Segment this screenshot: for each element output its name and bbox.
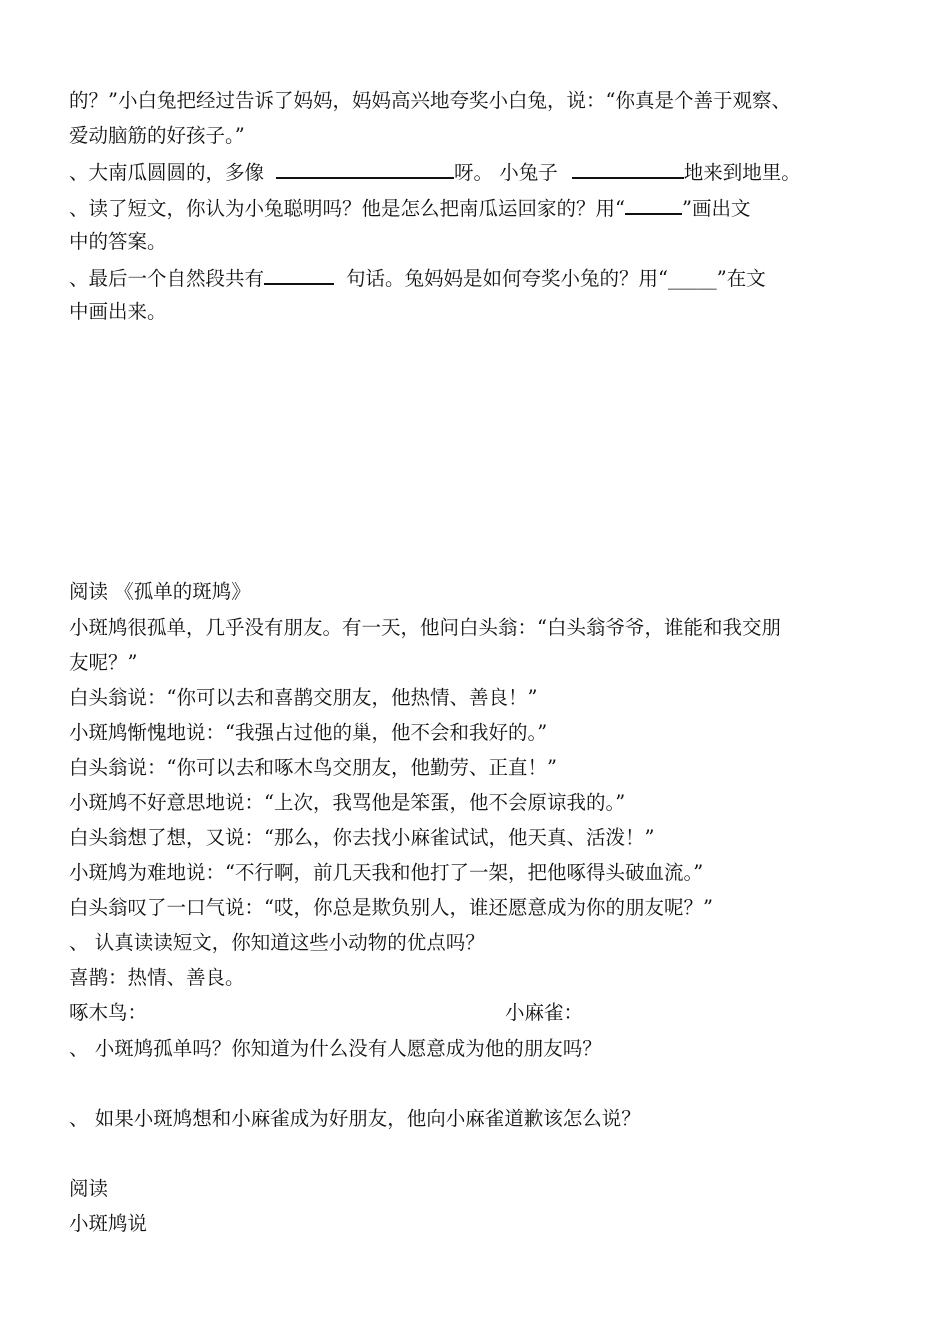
story-line: 小斑鸠不好意思地说：“上次，我骂他是笨蛋，他不会原谅我的。” xyxy=(69,791,626,814)
answer-blank[interactable] xyxy=(264,265,334,285)
question-3-cont: 中画出来。 xyxy=(69,300,167,323)
reading-heading: 阅读 xyxy=(69,1177,109,1200)
story-line: 友呢？” xyxy=(69,651,138,674)
question-text: ”画出文 xyxy=(681,197,751,220)
answer-xique: 喜鹊：热情、善良。 xyxy=(69,966,245,989)
question-3: 、 如果小斑鸠想和小麻雀成为好朋友，他向小麻雀道歉该怎么说？ xyxy=(69,1107,641,1130)
question-2-cont: 中的答案。 xyxy=(69,230,167,253)
question-2 xyxy=(69,195,750,221)
answer-blank[interactable] xyxy=(276,159,454,179)
answer-xiaomaque[interactable]: 小麻雀： xyxy=(505,1001,584,1024)
question-text: 呀。 小兔子 xyxy=(454,161,558,184)
story-line: 白头翁叹了一口气说：“哎，你总是欺负别人，谁还愿意成为你的朋友呢？” xyxy=(69,896,713,919)
question-text: 、读了短文，你认为小兔聪明吗？他是怎么把南瓜运回家的？用“ xyxy=(69,197,625,220)
story-line: 小斑鸠惭愧地说：“我强占过他的巢，他不会和我好的。” xyxy=(69,721,548,744)
story-title: 小斑鸠说 xyxy=(69,1212,148,1235)
story-line: 小斑鸠为难地说：“不行啊，前几天我和他打了一架，把他啄得头破血流。” xyxy=(69,861,704,884)
question-text: 句话。兔妈妈是如何夸奖小兔的？用“_____”在文 xyxy=(346,267,766,290)
passage-line: 的？”小白兔把经过告诉了妈妈，妈妈高兴地夸奖小白兔，说：“你真是个善于观察、 xyxy=(69,89,791,112)
story-line: 白头翁说：“你可以去和啄木鸟交朋友，他勤劳、正直！” xyxy=(69,756,557,779)
story-line: 小斑鸠很孤单，几乎没有朋友。有一天，他问白头翁：“白头翁爷爷，谁能和我交朋 xyxy=(69,616,781,639)
answer-zhuomuniao[interactable]: 啄木鸟： xyxy=(69,1001,148,1024)
question-1: 、 认真读读短文，你知道这些小动物的优点吗？ xyxy=(69,931,485,954)
passage-line: 爱动脑筋的好孩子。” xyxy=(69,124,245,147)
question-text: 地来到地里。 xyxy=(683,161,801,184)
question-text: 、最后一个自然段共有 xyxy=(69,267,265,290)
answer-blank[interactable] xyxy=(625,195,682,215)
answer-blank[interactable] xyxy=(572,159,684,179)
question-text: 、大南瓜圆圆的，多像 xyxy=(69,161,265,184)
story-line: 白头翁想了想，又说：“那么，你去找小麻雀试试，他天真、活泼！” xyxy=(69,826,655,849)
story-line: 白头翁说：“你可以去和喜鹊交朋友，他热情、善良！” xyxy=(69,686,538,709)
question-1 xyxy=(69,159,801,185)
question-2: 、 小斑鸠孤单吗？你知道为什么没有人愿意成为他的朋友吗？ xyxy=(69,1037,602,1060)
question-3 xyxy=(69,265,766,291)
reading-heading: 阅读 《孤单的斑鸠》 xyxy=(69,580,251,603)
